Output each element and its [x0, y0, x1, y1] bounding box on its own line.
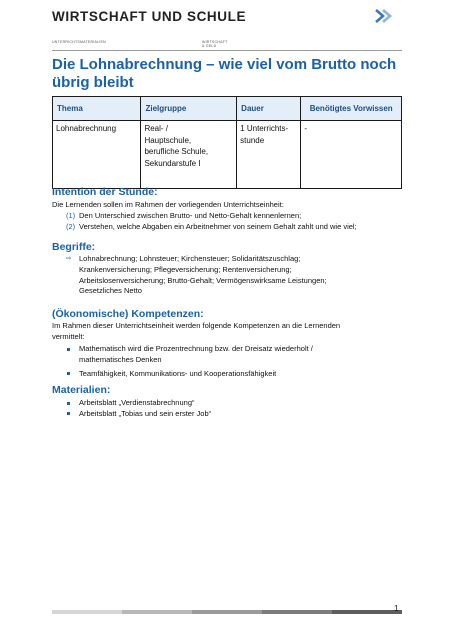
table-header-row [53, 97, 402, 121]
list-item [66, 409, 404, 420]
section-heading-begriffe: Begriffe: [52, 241, 96, 253]
list-item-text: Lohnabrechnung; Lohnsteuer; Kirchensteuer; Solidaritätszuschlag; [79, 254, 301, 263]
table-cell-vorwissen: - [301, 121, 402, 189]
footer-bar-segment [192, 610, 262, 614]
list-item-text: Mathematisch wird die Prozentrechnung bzw. der Dreisatz wiederholt / mathematisches Denken [79, 344, 313, 364]
kompetenzen-list [66, 344, 336, 379]
page-number: 1 [394, 604, 399, 613]
list-item-text: Verstehen, welche Abgaben ein Arbeitnehmer von seinem Gehalt zahlt und wie viel; [79, 221, 357, 231]
table-cell-zielgruppe [141, 121, 237, 189]
cell-line: Hauptschule, [144, 135, 192, 145]
list-item [66, 211, 404, 222]
header-meta-topic-line: & GELD [202, 44, 217, 49]
square-bullet-icon [67, 402, 70, 405]
cell-line: 1 Unterrichts- [240, 124, 289, 133]
list-item-text: Den Unterschied zwischen Brutto- und Netto-Gehalt kennenlernen; [79, 211, 302, 220]
header-meta-category: UNTERRICHTSMATERIALIEN [52, 40, 106, 44]
table-row [53, 121, 402, 189]
list-item-text: Arbeitslosenversicherung; Brutto-Gehalt; Vermögenswirksame Leistungen; [79, 275, 327, 285]
list-item [66, 369, 336, 380]
list-number: (2) [66, 221, 76, 231]
brand-name: WIRTSCHAFT UND SCHULE [52, 9, 247, 24]
list-item-text: Krankenversicherung; Pflegeversicherung; Rentenversicherung; [79, 264, 292, 274]
arrow-right-icon: ⇨ [66, 255, 72, 262]
header-divider [52, 50, 402, 51]
header-meta-topic [202, 40, 228, 49]
list-item [66, 254, 404, 297]
cell-line: Sekundarstufe I [144, 158, 201, 168]
table-header-cell: Thema [53, 97, 141, 121]
intention-list [66, 211, 404, 233]
section-heading-kompetenzen: (Ökonomische) Kompetenzen: [52, 308, 204, 320]
cell-line: Real- / [144, 124, 169, 133]
footer-color-bar [52, 610, 402, 614]
materialien-list [66, 398, 404, 420]
section-heading-intention: Intention der Stunde: [52, 186, 158, 198]
intention-intro: Die Lernenden sollen im Rahmen der vorliegenden Unterrichtseinheit: [52, 200, 284, 209]
list-item [66, 222, 404, 233]
list-item [66, 398, 404, 409]
footer-bar-segment [262, 610, 332, 614]
footer-bar-segment [122, 610, 192, 614]
square-bullet-icon [67, 372, 70, 375]
footer-bar-segment [332, 610, 402, 614]
square-bullet-icon [67, 348, 70, 351]
list-item [66, 344, 336, 366]
table-header-cell: Benötigtes Vorwissen [301, 97, 402, 121]
table-header-cell: Dauer [237, 97, 301, 121]
square-bullet-icon [67, 412, 70, 415]
kompetenzen-intro: Im Rahmen dieser Unterrichtseinheit werden folgende Kompetenzen an die Lernenden vermittelt: [52, 321, 341, 341]
brand-logo-icon [374, 8, 392, 24]
list-item-text: Gesetzliches Netto [79, 286, 142, 296]
overview-table [52, 96, 402, 189]
table-header-cell: Zielgruppe [141, 97, 237, 121]
table-cell-thema: Lohnabrechnung [53, 121, 141, 189]
cell-line: berufliche Schule, [144, 147, 209, 156]
begriffe-list [66, 254, 404, 297]
cell-line: stunde [240, 135, 265, 145]
table-cell-dauer [237, 121, 301, 189]
list-item-text: Arbeitsblatt „Verdienstabrechnung“ [79, 398, 195, 407]
list-item-text: Teamfähigkeit, Kommunikations- und Kooperationsfähigkeit [79, 368, 277, 378]
list-number: (1) [66, 211, 76, 220]
list-item-text: Arbeitsblatt „Tobias und sein erster Job“ [79, 408, 212, 418]
section-heading-materialien: Materialien: [52, 384, 111, 396]
footer-bar-segment [52, 610, 122, 614]
header-meta-topic-line: WIRTSCHAFT [202, 40, 228, 44]
page-title: Die Lohnabrechnung – wie viel vom Brutto noch übrig bleibt [52, 56, 397, 91]
